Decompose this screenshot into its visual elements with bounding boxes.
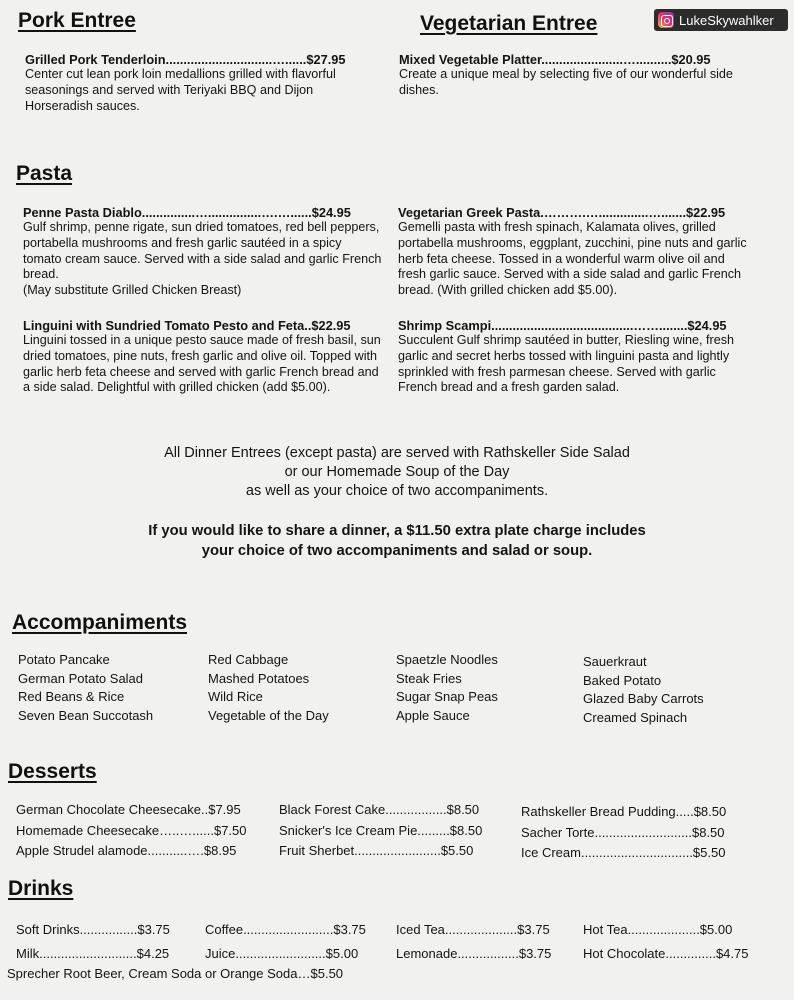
drinks-column-4 (583, 918, 748, 965)
list-item: Baked Potato (583, 672, 662, 688)
item-desc: Create a unique meal by selecting five of our wonderful side dishes. (399, 67, 733, 97)
list-item: Mashed Potatoes (208, 670, 310, 686)
note-line: your choice of two accompaniments and salad or soup. (201, 543, 593, 559)
drinks-column-2 (205, 918, 366, 965)
item-title: Vegetarian Greek Pasta.……….…..............….......$22.95 (398, 205, 726, 220)
item-title: Linguini with Sundried Tomato Pesto and Feta..$22.95 (23, 318, 351, 333)
list-item: Soft Drinks................$3.75 (16, 922, 170, 937)
drinks-column-3 (396, 918, 551, 965)
heading-drinks: Drinks (8, 877, 74, 900)
list-item: Homemade Cheesecake…..…......$7.50 (16, 822, 247, 838)
list-item: Glazed Baby Carrots (583, 691, 704, 707)
accompaniments-column-2 (208, 651, 329, 725)
accompaniments-column-4 (583, 653, 704, 727)
list-item: Lemonade.................$3.75 (396, 945, 552, 961)
item-title: Shrimp Scampi........................................……........$24.95 (398, 318, 727, 333)
list-item: German Chocolate Cheesecake..$7.95 (16, 802, 241, 817)
list-item: Sugar Snap Peas (396, 689, 498, 705)
heading-vegetarian-entree: Vegetarian Entree (420, 12, 598, 35)
list-item: Red Cabbage (208, 652, 289, 667)
item-desc: Succulent Gulf shrimp sautéed in butter, Riesling wine, fresh garlic and secret herbs tossed with linguini pasta and lightly sprinkled with fresh parmesan cheese. Served with garlic French bread and a fresh garden salad. (398, 333, 735, 395)
desserts-column-3 (521, 802, 726, 864)
heading-desserts: Desserts (8, 760, 97, 783)
list-item: Hot Chocolate..............$4.75 (583, 945, 749, 961)
desserts-column-1 (16, 800, 247, 862)
heading-accompaniments: Accompaniments (12, 611, 188, 634)
list-item: Potato Pancake (18, 652, 110, 667)
instagram-icon (658, 12, 674, 28)
list-item: Fruit Sherbet........................$5.50 (279, 843, 474, 858)
desserts-column-2 (279, 800, 482, 862)
share-dinner-note (0, 521, 794, 561)
list-item: Hot Tea....................$5.00 (583, 922, 733, 937)
list-item: Steak Fries (396, 670, 462, 686)
item-title: Grilled Pork Tenderloin..............................…......$27.95 (25, 52, 346, 67)
list-item: Rathskeller Bread Pudding.....$8.50 (521, 804, 727, 819)
list-item: German Potato Salad (18, 670, 144, 686)
drinks-column-1 (16, 918, 170, 965)
list-item: Red Beans & Rice (18, 689, 125, 705)
list-item: Sacher Torte...........................$8.50 (521, 824, 725, 840)
menu-item-penne-diablo (23, 205, 383, 299)
note-line: If you would like to share a dinner, a $11.50 extra plate charge includes (148, 523, 646, 539)
list-item: Milk...........................$4.25 (16, 945, 170, 961)
note-line: All Dinner Entrees (except pasta) are served with Rathskeller Side Salad (164, 445, 630, 461)
menu-item-vegetable-platter (399, 52, 749, 99)
item-desc: Linguini tossed in a unique pesto sauce made of fresh basil, sun dried tomatoes, pine nuts, fresh garlic and olive oil. Topped with garlic herb feta cheese and served with garlic French bread and a side salad. Delightful with grilled chicken (add $5.00). (23, 333, 381, 395)
note-line: or our Homemade Soup of the Day (284, 464, 510, 480)
menu-item-vegetarian-greek-pasta (398, 205, 756, 299)
item-title: Penne Pasta Diablo...............…...............….…......$24.95 (23, 205, 351, 220)
list-item: Vegetable of the Day (208, 707, 329, 723)
item-desc: Gemelli pasta with fresh spinach, Kalamata olives, grilled portabella mushrooms, eggplant, zucchini, pine nuts and garlic herb feta cheese. Tossed in a wonderful warm olive oil and fresh garlic sauce. Served with a side salad and garlic French bread. (With grilled chicken add $5.00). (398, 220, 747, 298)
drinks-sodas: Sprecher Root Beer, Cream Soda or Orange Soda…$5.50 (7, 966, 344, 981)
item-desc: Gulf shrimp, penne rigate, sun dried tomatoes, red bell peppers, portabella mushrooms and fresh garlic sautéed in a spicy tomato cream sauce. Served with a side salad and garlic French bread. (23, 220, 382, 282)
item-desc: Center cut lean pork loin medallions grilled with flavorful seasonings and served with Teriyaki BBQ and Dijon Horseradish sauces. (25, 67, 336, 113)
note-line: as well as your choice of two accompaniments. (245, 483, 549, 499)
list-item: Ice Cream...............................$5.50 (521, 845, 726, 860)
list-item: Black Forest Cake.................$8.50 (279, 802, 480, 817)
dinner-entree-note (0, 444, 794, 501)
list-item: Snicker's Ice Cream Pie.........$8.50 (279, 822, 483, 838)
instagram-handle: LukeSkywahlker (679, 12, 774, 28)
list-item: Apple Strudel alamode...........….$8.95 (16, 843, 237, 858)
list-item: Coffee.........................$3.75 (205, 922, 366, 937)
list-item: Spaetzle Noodles (396, 652, 498, 667)
accompaniments-column-1 (18, 651, 153, 725)
menu-item-grilled-pork (25, 52, 380, 114)
list-item: Iced Tea....................$3.75 (396, 922, 550, 937)
item-title: Mixed Vegetable Platter.......................…..........$20.95 (399, 52, 711, 67)
instagram-badge (654, 9, 788, 31)
list-item: Apple Sauce (396, 707, 470, 723)
item-note: (May substitute Grilled Chicken Breast) (23, 283, 242, 298)
heading-pork-entree: Pork Entree (18, 9, 136, 32)
list-item: Sauerkraut (583, 654, 647, 669)
list-item: Seven Bean Succotash (18, 707, 154, 723)
list-item: Creamed Spinach (583, 709, 688, 725)
accompaniments-column-3 (396, 651, 498, 725)
list-item: Juice.........................$5.00 (205, 945, 359, 961)
menu-item-linguini-pesto (23, 318, 383, 396)
list-item: Wild Rice (208, 689, 263, 705)
menu-item-shrimp-scampi (398, 318, 758, 396)
heading-pasta: Pasta (16, 162, 73, 185)
